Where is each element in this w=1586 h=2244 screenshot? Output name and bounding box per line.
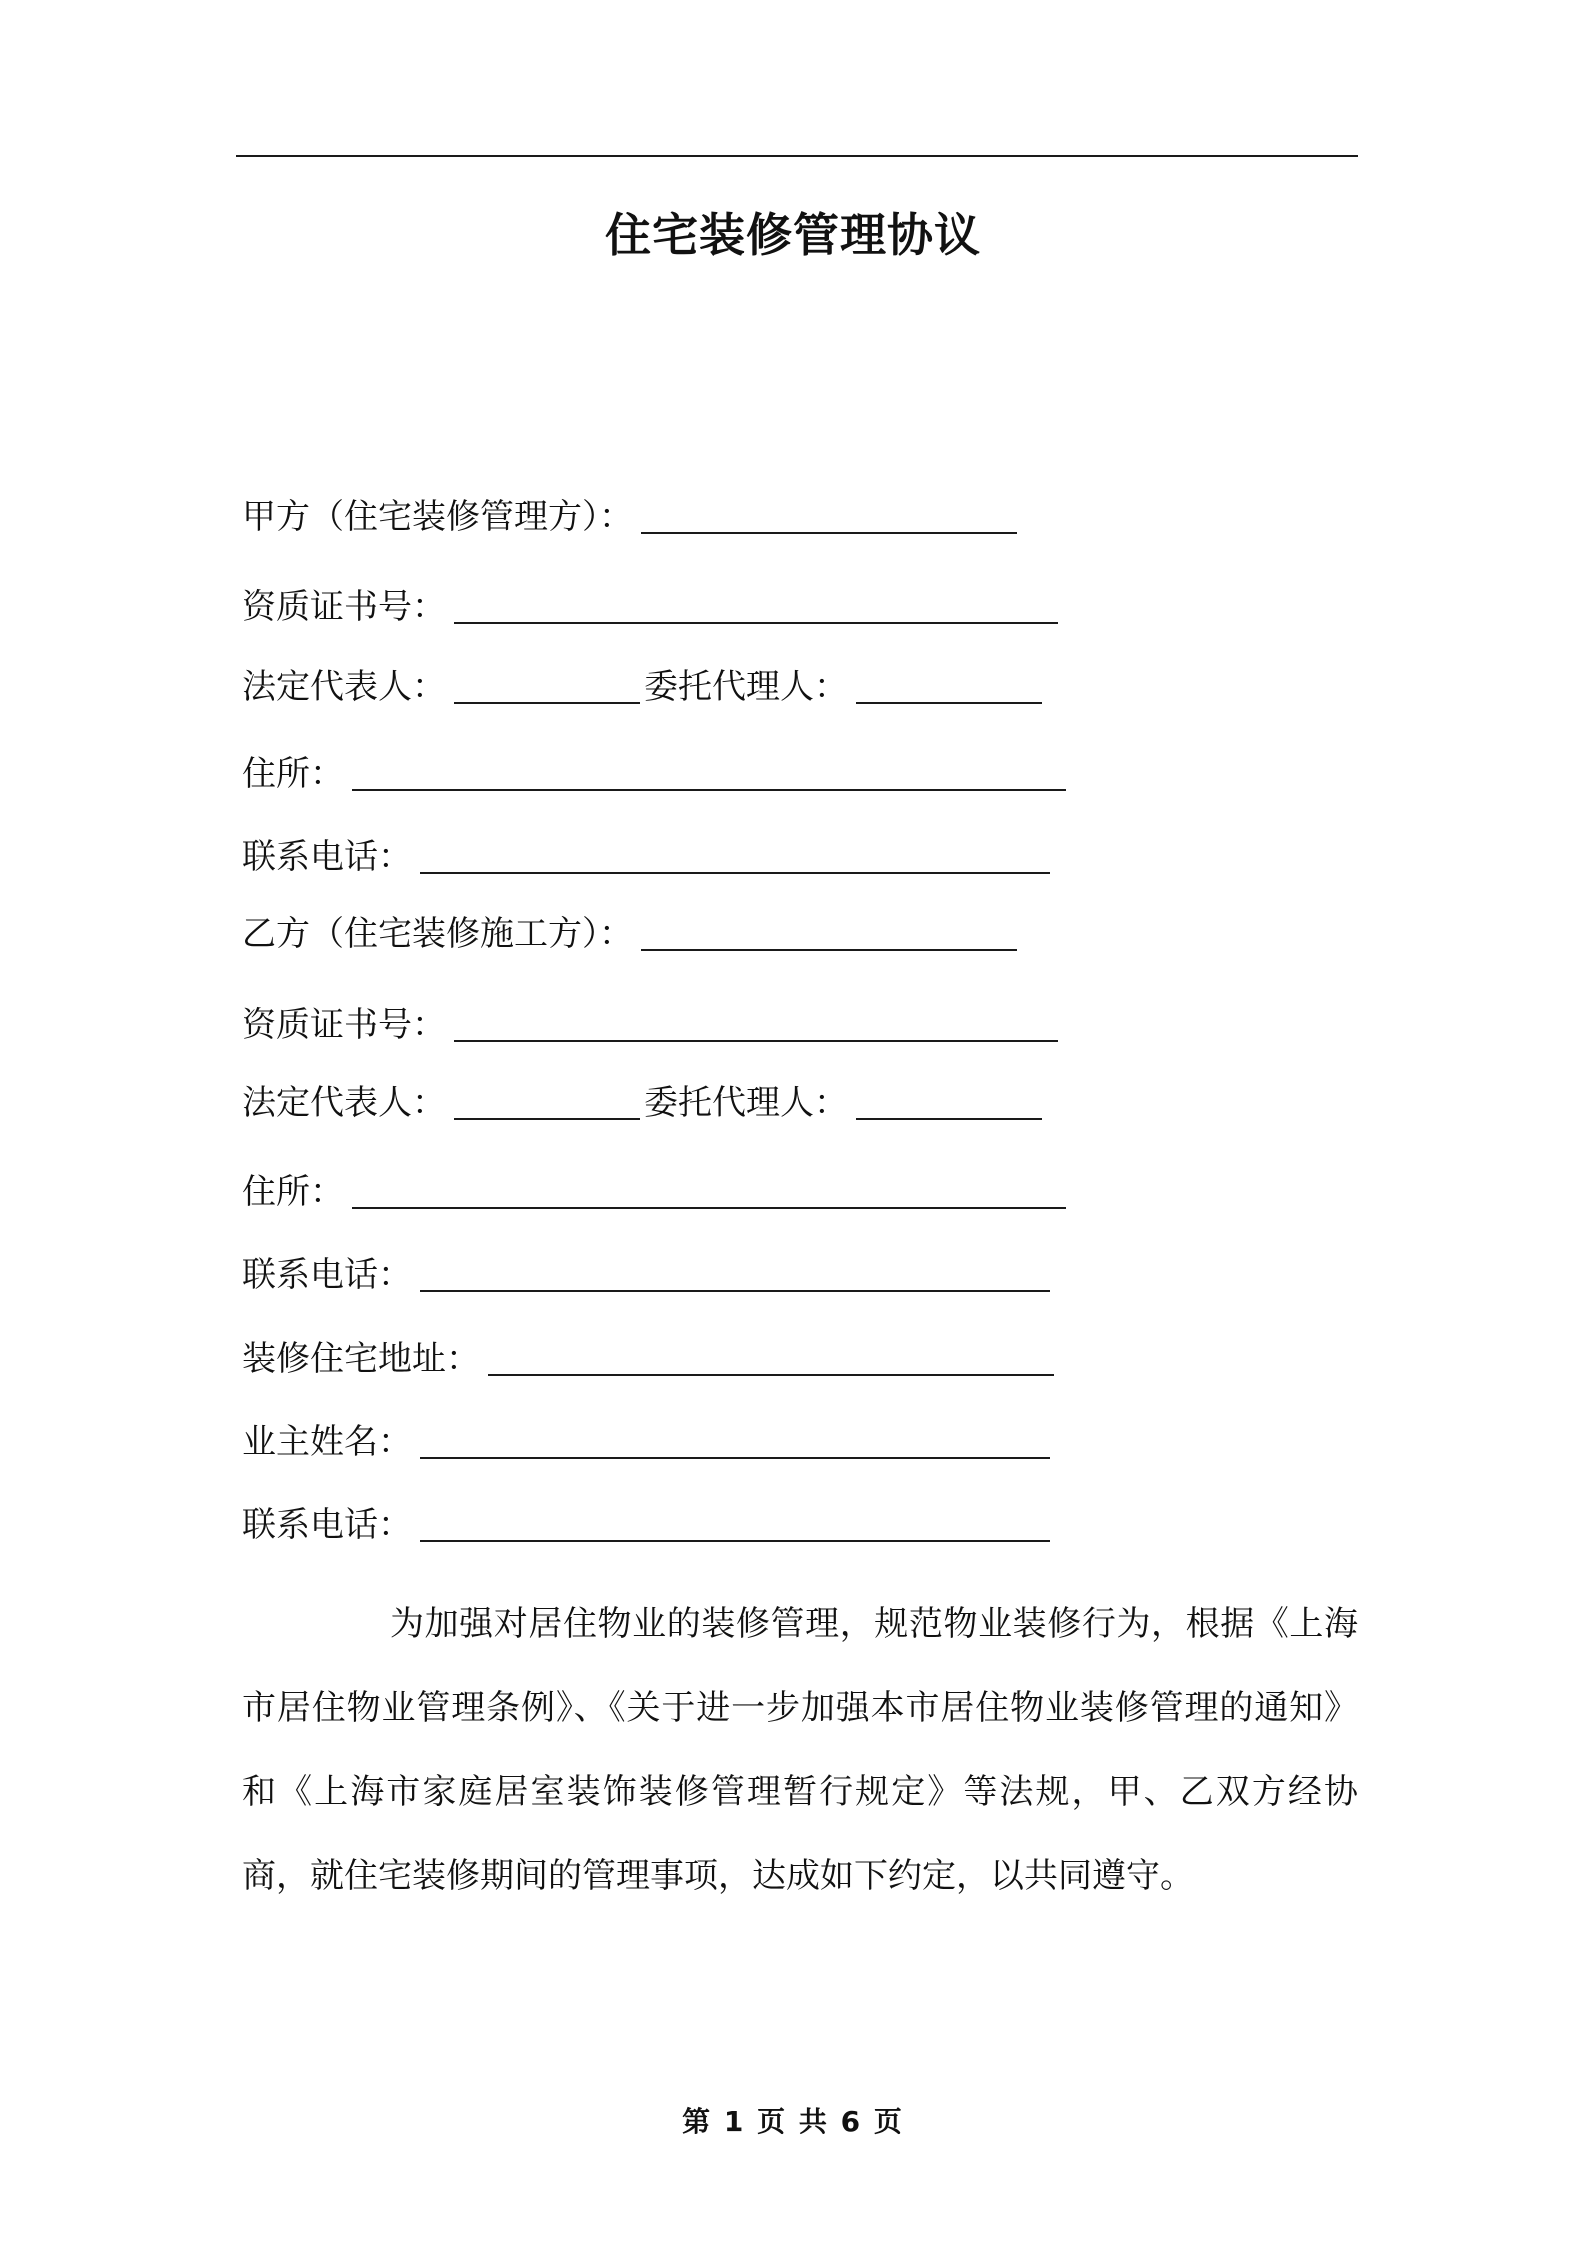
owner-phone-blank[interactable] xyxy=(420,1510,1050,1542)
document-title: 住宅装修管理协议 xyxy=(605,208,981,262)
party-a-label: 甲方（住宅装修管理方）： xyxy=(242,497,633,537)
party-a-cert-label: 资质证书号： xyxy=(242,587,446,627)
party-a-address-field xyxy=(242,754,1070,794)
party-b-agent-blank[interactable] xyxy=(856,1088,1042,1120)
preamble-paragraph: 为加强对居住物业的装修管理，规范物业装修行为，根据《上海市居住物业管理条例》、《关于进一步加强本市居住物业装修管理的通知》和《上海市家庭居室装饰装修管理暂行规定》等法规，甲、乙双方经协商，就住宅装修期间的管理事项，达成如下约定，以共同遵守。 xyxy=(242,1604,1358,1896)
party-a-rep-label: 法定代表人： xyxy=(242,667,446,707)
party-a-phone-label: 联系电话： xyxy=(242,837,412,877)
owner-phone-field xyxy=(242,1505,1054,1545)
party-b-agent-label: 委托代理人： xyxy=(644,1083,848,1123)
party-a-rep-field xyxy=(242,667,1046,707)
page-footer: 第 1 页 共 6 页 xyxy=(682,2105,904,2138)
party-b-address-label: 住所： xyxy=(242,1172,344,1212)
party-b-address-blank[interactable] xyxy=(352,1177,1066,1209)
party-b-label: 乙方（住宅装修施工方）： xyxy=(242,914,633,954)
party-a-address-blank[interactable] xyxy=(352,759,1066,791)
party-b-phone-label: 联系电话： xyxy=(242,1255,412,1295)
party-b-rep-label: 法定代表人： xyxy=(242,1083,446,1123)
party-b-phone-blank[interactable] xyxy=(420,1260,1050,1292)
party-b-blank[interactable] xyxy=(641,919,1017,951)
owner-name-blank[interactable] xyxy=(420,1427,1050,1459)
party-b-cert-blank[interactable] xyxy=(454,1010,1058,1042)
party-b-field xyxy=(242,914,1021,954)
party-b-phone-field xyxy=(242,1255,1054,1295)
site-address-label: 装修住宅地址： xyxy=(242,1339,480,1379)
header-rule xyxy=(236,155,1358,157)
owner-phone-label: 联系电话： xyxy=(242,1505,412,1545)
party-a-field xyxy=(242,497,1021,537)
party-b-address-field xyxy=(242,1172,1070,1212)
party-b-cert-label: 资质证书号： xyxy=(242,1005,446,1045)
party-a-agent-label: 委托代理人： xyxy=(644,667,848,707)
party-a-phone-blank[interactable] xyxy=(420,842,1050,874)
party-a-phone-field xyxy=(242,837,1054,877)
party-a-cert-blank[interactable] xyxy=(454,592,1058,624)
party-b-rep-blank[interactable] xyxy=(454,1088,640,1120)
site-address-blank[interactable] xyxy=(488,1344,1054,1376)
owner-name-label: 业主姓名： xyxy=(242,1422,412,1462)
party-a-agent-blank[interactable] xyxy=(856,672,1042,704)
party-a-rep-blank[interactable] xyxy=(454,672,640,704)
site-address-field xyxy=(242,1339,1058,1379)
party-b-rep-field xyxy=(242,1083,1046,1123)
party-a-cert-field xyxy=(242,587,1062,627)
owner-name-field xyxy=(242,1422,1054,1462)
party-b-cert-field xyxy=(242,1005,1062,1045)
party-a-blank[interactable] xyxy=(641,502,1017,534)
party-a-address-label: 住所： xyxy=(242,754,344,794)
